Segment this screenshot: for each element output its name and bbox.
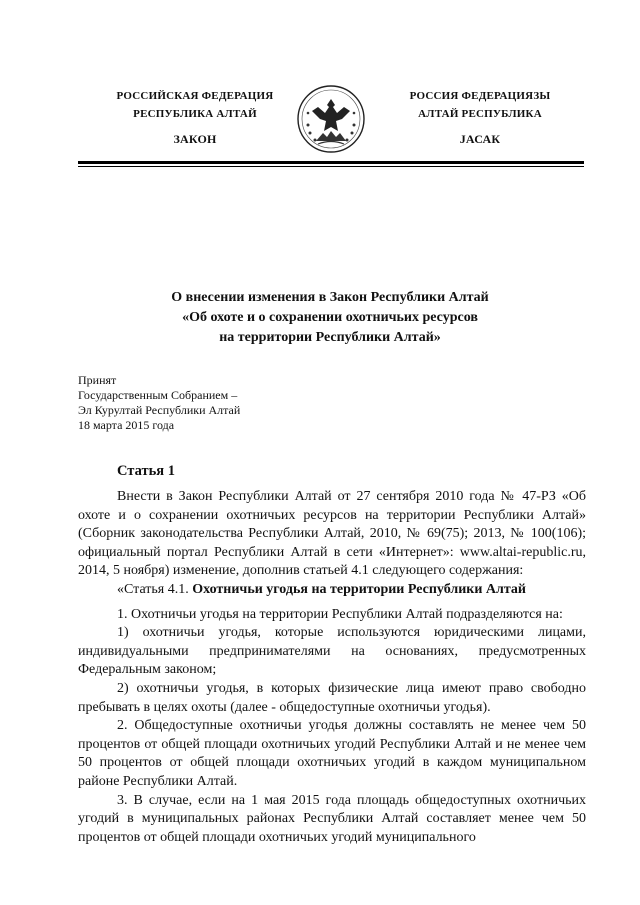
document-title-line-1: О внесении изменения в Закон Республики Алтай: [171, 290, 489, 305]
adoption-date: 18 марта 2015 года: [78, 418, 175, 432]
header-country-ru: РОССИЙСКАЯ ФЕДЕРАЦИЯ: [116, 90, 274, 102]
article-body: [78, 488, 586, 847]
adoption-body-name: Эл Курултай Республики Алтай: [78, 403, 241, 417]
header-divider: [78, 161, 584, 164]
adoption-body: Государственным Собранием –: [78, 388, 238, 402]
paragraph-subpoint-2: 2) охотничьи угодья, в которых физические лица имеют право свободно пребывать в целях охоты (далее - общедоступные охотничьи угодья).: [78, 680, 586, 715]
header-republic-alt: АЛТАЙ РЕСПУБЛИКА: [418, 108, 542, 120]
paragraph-new-article-title: [78, 581, 586, 600]
new-article-title: Охотничьи угодья на территории Республики Алтай: [192, 581, 527, 597]
coat-of-arms-icon: [296, 83, 366, 155]
paragraph-point-3: 3. В случае, если на 1 мая 2015 года площадь общедоступных охотничьих угодий в муниципальных районах Республики Алтай составляет менее чем 50 процентов от общей площади охотничьих угодий муниципального: [78, 792, 586, 845]
paragraph-amendment: Внести в Закон Республики Алтай от 27 сентября 2010 года № 47-РЗ «Об охоте и о сохранении охотничьих ресурсов на территории Республики Алтай» (Сборник законодательства Республики Алтай, 2010, № 69(75); 2013, № 100(106); официальный портал Республики Алтай в сети «Интернет»: www.altai-republic.ru, 2014, 5 ноября) изменение, дополнив статьей 4.1 следующего содержания:: [78, 489, 586, 579]
header-law-ru: ЗАКОН: [173, 132, 217, 146]
header-law-alt: JАСАК: [459, 132, 501, 146]
paragraph-subpoint-1: 1) охотничьи угодья, которые используются юридическими лицами, индивидуальными предпринимателями на основаниях, предусмотренных Федеральным законом;: [78, 625, 586, 678]
paragraph-point-2: 2. Общедоступные охотничьи угодья должны составлять не менее чем 50 процентов от общей площади охотничьих угодий Республики Алтай и не менее чем 50 процентов от общей площади охотничьих угодий в каждом муниципальном районе Республики Алтай.: [78, 718, 586, 789]
document-title-line-3: на территории Республики Алтай»: [219, 330, 441, 345]
paragraph-point-1: 1. Охотничьи угодья на территории Республики Алтай подразделяются на:: [117, 606, 563, 622]
header-divider-thin: [78, 166, 584, 167]
header-republic-ru: РЕСПУБЛИКА АЛТАЙ: [133, 108, 257, 120]
header-country-alt: РОССИЯ ФЕДЕРАЦИЯЗЫ: [409, 90, 551, 102]
article-heading: Статья 1: [117, 463, 175, 479]
adoption-status: Принят: [78, 373, 117, 387]
document-title-line-2: «Об охоте и о сохранении охотничьих ресурсов: [182, 310, 478, 325]
new-article-prefix: «Статья 4.1.: [117, 581, 193, 597]
